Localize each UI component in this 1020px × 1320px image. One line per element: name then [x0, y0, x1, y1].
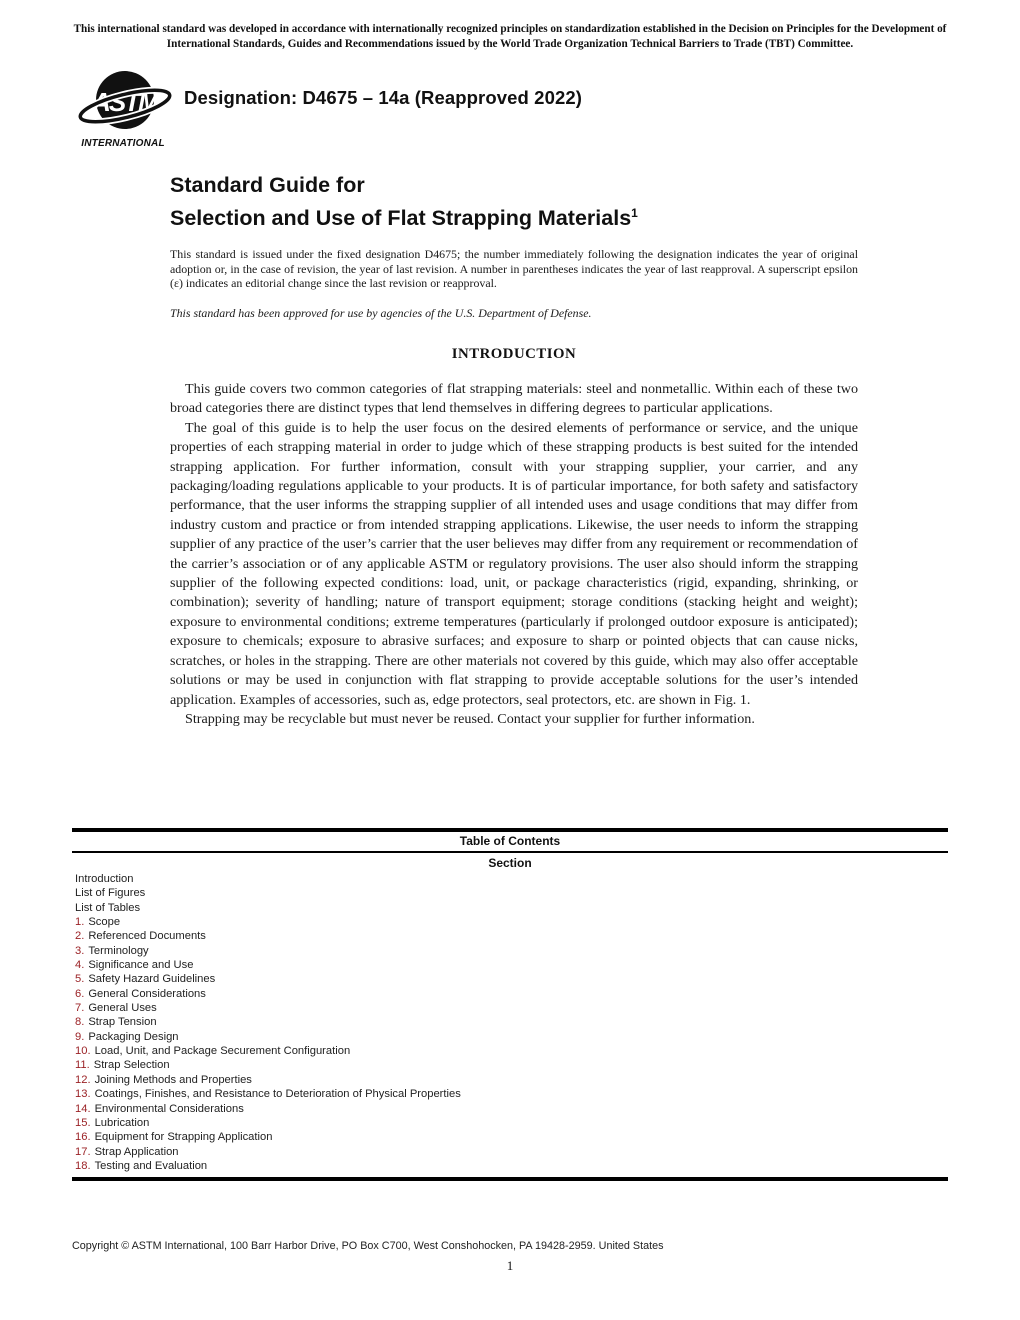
wto-disclaimer-text: This international standard was developed in accordance with internationally recognized principles on standardization established in the Decision on Principles for the Development of International Standards, Guides and Recommendations issued by the World Trade Organization Technical Barriers to Trade (TBT) Committee.	[73, 23, 947, 50]
toc-item-number: 2.	[75, 930, 85, 943]
toc-bottom-rule	[72, 1177, 948, 1181]
page-number: 1	[506, 1258, 514, 1273]
toc-item-number: 14.	[75, 1102, 91, 1115]
toc-item-number: 16.	[75, 1131, 91, 1144]
toc-item-label: Joining Methods and Properties	[94, 1073, 252, 1086]
toc-item	[75, 1159, 948, 1173]
toc-item-label: Environmental Considerations	[94, 1102, 244, 1115]
toc-item-number: 6.	[75, 987, 85, 1000]
introduction-paragraph-3: Strapping may be recyclable but must never be reused. Contact your supplier for further information.	[185, 710, 755, 727]
toc-item-number: 12.	[75, 1073, 91, 1086]
introduction-heading: INTRODUCTION	[451, 346, 577, 362]
toc-item	[75, 1116, 948, 1130]
toc-item-label: Strap Selection	[93, 1059, 170, 1072]
toc-item	[75, 1015, 948, 1029]
toc-item-label: General Considerations	[88, 987, 206, 1000]
table-of-contents	[72, 828, 948, 1181]
toc-item-number: 9.	[75, 1030, 85, 1043]
toc-item-number: 18.	[75, 1159, 91, 1172]
toc-item-label: Terminology	[88, 944, 149, 957]
introduction-section	[170, 346, 858, 826]
document-title-line1: Standard Guide for	[170, 173, 365, 197]
toc-item	[75, 1087, 948, 1101]
astm-logo	[74, 70, 172, 149]
toc-item-number: 5.	[75, 973, 85, 986]
toc-item	[75, 1044, 948, 1058]
toc-item-label: Lubrication	[94, 1116, 150, 1129]
toc-item	[75, 958, 948, 972]
introduction-paragraph-1: This guide covers two common categories of flat strapping materials: steel and nonmetallic. Within each of these two broad categories there are distinct types that lend themselves in differing degrees to particular applications.	[170, 381, 858, 417]
toc-item	[75, 1130, 948, 1144]
toc-item-number: 17.	[75, 1145, 91, 1158]
toc-item-label: Equipment for Strapping Application	[94, 1131, 273, 1144]
toc-item	[75, 987, 948, 1001]
document-header	[74, 70, 582, 149]
toc-item-label: Strap Tension	[88, 1016, 157, 1029]
toc-item	[75, 929, 948, 943]
toc-item-number: 3.	[75, 944, 85, 957]
astm-logo-letters: ASTM	[92, 87, 158, 117]
toc-item	[75, 1145, 948, 1159]
toc-item-label: Introduction	[75, 873, 134, 885]
toc-item	[75, 886, 948, 900]
toc-item-label: Packaging Design	[88, 1030, 179, 1043]
toc-item-number: 4.	[75, 959, 85, 972]
dod-approval-note: This standard has been approved for use by agencies of the U.S. Department of Defense.	[170, 306, 592, 320]
toc-item-label: Testing and Evaluation	[94, 1159, 208, 1172]
toc-item	[75, 972, 948, 986]
document-title	[170, 172, 638, 232]
toc-section-column-header: Section	[488, 856, 532, 870]
introduction-paragraph-2: The goal of this guide is to help the user focus on the desired elements of performance or service, and the unique properties of each strapping material in order to judge which of these strapping products is best suited for the intended strapping application. For further information, consult with your strapping supplier, your carrier, and any packaging/loading regulations applicable to your products. It is of particular importance, for both safety and satisfactory performance, that the user informs the strapping supplier of all intended uses and usage conditions that may differ from industry custom and practice or from intended strapping applications. Likewise, the user needs to inform the strapping supplier of any practice of the user’s carrier that the user believes may differ from any requirement or recommendation of the carrier’s association or of any applicable ASTM or regulatory provisions. The user also should inform the strapping supplier of the following expected conditions: load, unit, or package characteristics (rigid, expanding, shrinking, or combination); severity of handling; nature of transport equipment; storage conditions (stacking height and weight); exposure to environmental conditions; extreme temperatures (particularly if prolonged outdoor exposure is anticipated); exposure to chemicals; exposure to abrasive surfaces; and exposure to sharp or pointed objects that can cause nicks, scratches, or holes in the strapping. There are other materials not covered by this guide, which may also offer acceptable solutions or may be used in conjunction with flat strapping to provide acceptable solutions for the user’s intended application. Examples of accessories, such as, edge protectors, seal protectors, etc. are shown in Fig. 1.	[170, 419, 858, 708]
toc-item-label: General Uses	[88, 1002, 157, 1015]
toc-title: Table of Contents	[72, 832, 948, 853]
toc-item	[75, 915, 948, 929]
toc-item-label: Significance and Use	[88, 959, 194, 972]
toc-item-label: Safety Hazard Guidelines	[88, 973, 216, 986]
toc-item-number: 1.	[75, 916, 85, 929]
toc-item-label: Load, Unit, and Package Securement Configuration	[94, 1045, 351, 1058]
toc-item	[75, 1058, 948, 1072]
toc-item-number: 7.	[75, 1002, 85, 1015]
toc-item	[75, 1030, 948, 1044]
toc-item-number: 8.	[75, 1016, 85, 1029]
toc-item	[75, 1102, 948, 1116]
toc-item-label: List of Figures	[75, 887, 146, 900]
designation-text: Designation: D4675 – 14a (Reapproved 2022)	[184, 87, 582, 108]
toc-list	[72, 872, 948, 1173]
title-footnote-ref: 1	[631, 205, 638, 220]
document-title-line2	[170, 200, 638, 233]
toc-item-label: Scope	[88, 916, 121, 929]
toc-item-label: List of Tables	[75, 901, 141, 914]
astm-globe-icon	[74, 70, 172, 134]
toc-item-number: 10.	[75, 1045, 91, 1058]
astm-logo-subtitle: INTERNATIONAL	[81, 138, 165, 149]
toc-item-number: 13.	[75, 1088, 91, 1101]
title-text: Selection and Use of Flat Strapping Materials	[170, 205, 632, 230]
toc-item	[75, 1073, 948, 1087]
toc-item	[75, 1001, 948, 1015]
toc-item-label: Strap Application	[94, 1145, 179, 1158]
toc-item	[75, 872, 948, 886]
copyright-notice: Copyright © ASTM International, 100 Barr Harbor Drive, PO Box C700, West Conshohocken, PA 19428-2959. United States	[72, 1240, 664, 1252]
issued-under-note: This standard is issued under the fixed designation D4675; the number immediately following the designation indicates the year of original adoption or, in the case of revision, the year of last revision. A number in parentheses indicates the year of last reapproval. A superscript epsilon (ε) indicates an editorial change since the last revision or reapproval.	[170, 247, 858, 291]
toc-item	[75, 901, 948, 915]
toc-item	[75, 944, 948, 958]
toc-item-label: Coatings, Finishes, and Resistance to Deterioration of Physical Properties	[94, 1088, 461, 1101]
toc-item-number: 11.	[75, 1059, 90, 1072]
toc-item-label: Referenced Documents	[88, 930, 206, 943]
toc-item-number: 15.	[75, 1116, 91, 1129]
